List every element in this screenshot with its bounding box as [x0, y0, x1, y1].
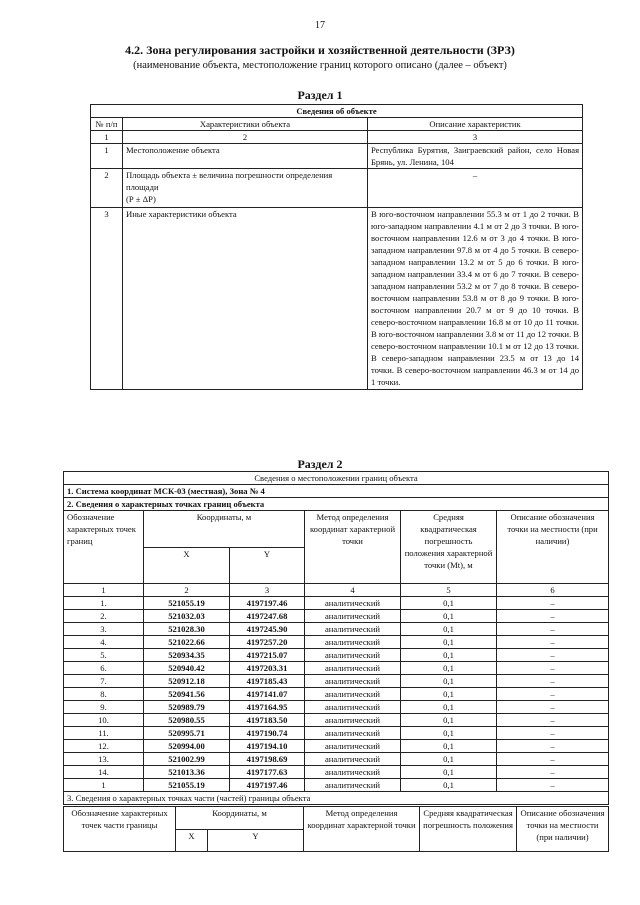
point-desc-cell: – [497, 649, 609, 662]
point-y-cell: 4197177.63 [230, 766, 305, 779]
point-y-cell: 4197164.95 [230, 701, 305, 714]
point-mt-cell: 0,1 [401, 753, 497, 766]
col-number: 1 [64, 584, 144, 597]
point-id-cell: 2. [64, 610, 144, 623]
col-number: 5 [401, 584, 497, 597]
point-x-cell: 521055.19 [144, 779, 230, 792]
point-mt-cell: 0,1 [401, 766, 497, 779]
point-id-cell: 13. [64, 753, 144, 766]
table-row [64, 701, 609, 714]
point-mt-cell: 0,1 [401, 636, 497, 649]
col-header: Характеристики объекта [123, 118, 368, 131]
section1-title: Раздел 1 [297, 88, 343, 102]
point-x-cell: 521002.99 [144, 753, 230, 766]
row-name: Иные характеристики объекта [123, 208, 368, 390]
part-col-header-desc: Описание обозначения точки на местности (при наличии) [517, 807, 609, 852]
page-subheading: (наименование объекта, местоположение границ которого описано (далее – объект) [133, 60, 507, 71]
page-number: 17 [315, 20, 325, 31]
point-mt-cell: 0,1 [401, 688, 497, 701]
point-x-cell: 521022.66 [144, 636, 230, 649]
table-row [64, 649, 609, 662]
point-mt-cell: 0,1 [401, 740, 497, 753]
boundary-points-table [63, 471, 609, 805]
point-y-cell: 4197190.74 [230, 727, 305, 740]
point-desc-cell: – [497, 688, 609, 701]
object-info-table [90, 104, 583, 390]
point-y-cell: 4197247.68 [230, 610, 305, 623]
table-row [91, 169, 583, 208]
table-row [64, 636, 609, 649]
table-row [64, 727, 609, 740]
point-x-cell: 520941.56 [144, 688, 230, 701]
point-id-cell: 8. [64, 688, 144, 701]
table-row [64, 753, 609, 766]
row-number: 3 [91, 208, 123, 390]
point-y-cell: 4197215.07 [230, 649, 305, 662]
point-method-cell: аналитический [305, 753, 401, 766]
part-col-header-x: X [176, 829, 208, 852]
table-title: Сведения об объекте [91, 105, 583, 118]
point-mt-cell: 0,1 [401, 779, 497, 792]
point-desc-cell: – [497, 623, 609, 636]
point-desc-cell: – [497, 701, 609, 714]
point-method-cell: аналитический [305, 610, 401, 623]
point-desc-cell: – [497, 727, 609, 740]
col-number: 2 [123, 131, 368, 144]
point-desc-cell: – [497, 636, 609, 649]
point-method-cell: аналитический [305, 714, 401, 727]
table-row [91, 208, 583, 390]
table-row [64, 779, 609, 792]
section2-title: Раздел 2 [297, 457, 343, 471]
point-method-cell: аналитический [305, 675, 401, 688]
part-col-header-method: Метод определения координат характерной точки [304, 807, 420, 852]
point-desc-cell: – [497, 740, 609, 753]
point-mt-cell: 0,1 [401, 727, 497, 740]
table-row [64, 740, 609, 753]
point-method-cell: аналитический [305, 727, 401, 740]
point-y-cell: 4197194.10 [230, 740, 305, 753]
part-col-header-coords: Координаты, м [176, 807, 304, 830]
point-x-cell: 521013.36 [144, 766, 230, 779]
point-x-cell: 520912.18 [144, 675, 230, 688]
point-id-cell: 3. [64, 623, 144, 636]
col-header: № п/п [91, 118, 123, 131]
point-y-cell: 4197141.07 [230, 688, 305, 701]
part-col-header-error: Средняя квадратическая погрешность положения [420, 807, 517, 852]
col-header-method: Метод определения координат характерной точки [305, 511, 401, 584]
point-x-cell: 520989.79 [144, 701, 230, 714]
point-y-cell: 4197257.20 [230, 636, 305, 649]
point-method-cell: аналитический [305, 636, 401, 649]
col-header-point: Обозначение характерных точек границ [64, 511, 144, 584]
points-info-line: 2. Сведения о характерных точках границ объекта [64, 498, 609, 511]
page-heading: 4.2. Зона регулирования застройки и хозяйственной деятельности (ЗРЗ) [125, 43, 515, 57]
row-number: 2 [91, 169, 123, 208]
col-header: Описание характеристик [368, 118, 583, 131]
point-id-cell: 6. [64, 662, 144, 675]
point-method-cell: аналитический [305, 740, 401, 753]
col-header-desc: Описание обозначения точки на местности (при наличии) [497, 511, 609, 584]
point-y-cell: 4197203.31 [230, 662, 305, 675]
col-number: 6 [497, 584, 609, 597]
row-value: – [368, 169, 583, 208]
table-row [64, 610, 609, 623]
point-id-cell: 14. [64, 766, 144, 779]
col-header-coords: Координаты, м [144, 511, 305, 548]
point-y-cell: 4197245.90 [230, 623, 305, 636]
row-name: Площадь объекта ± величина погрешности определения площади (Р ± ΔР) [123, 169, 368, 208]
point-x-cell: 520994.00 [144, 740, 230, 753]
point-desc-cell: – [497, 714, 609, 727]
point-method-cell: аналитический [305, 688, 401, 701]
point-id-cell: 10. [64, 714, 144, 727]
point-y-cell: 4197197.46 [230, 779, 305, 792]
col-number: 4 [305, 584, 401, 597]
col-header-y: Y [230, 547, 305, 584]
point-mt-cell: 0,1 [401, 662, 497, 675]
col-number: 2 [144, 584, 230, 597]
point-desc-cell: – [497, 675, 609, 688]
point-id-cell: 7. [64, 675, 144, 688]
point-id-cell: 11. [64, 727, 144, 740]
point-x-cell: 521028.30 [144, 623, 230, 636]
point-mt-cell: 0,1 [401, 610, 497, 623]
point-id-cell: 12. [64, 740, 144, 753]
point-method-cell: аналитический [305, 597, 401, 610]
point-x-cell: 520940.42 [144, 662, 230, 675]
row-value: Республика Бурятия, Заиграевский район, село Новая Брянь, ул. Ленина, 104 [368, 144, 583, 169]
point-mt-cell: 0,1 [401, 714, 497, 727]
point-mt-cell: 0,1 [401, 597, 497, 610]
point-x-cell: 520995.71 [144, 727, 230, 740]
point-desc-cell: – [497, 766, 609, 779]
table-row [64, 714, 609, 727]
point-mt-cell: 0,1 [401, 649, 497, 662]
point-method-cell: аналитический [305, 701, 401, 714]
point-id-cell: 9. [64, 701, 144, 714]
part-col-header-y: Y [208, 829, 304, 852]
point-method-cell: аналитический [305, 649, 401, 662]
point-y-cell: 4197197.46 [230, 597, 305, 610]
coordinate-system-line: 1. Система координат МСК-03 (местная), Зона № 4 [64, 485, 609, 498]
table-row [64, 766, 609, 779]
point-x-cell: 520980.55 [144, 714, 230, 727]
point-desc-cell: – [497, 662, 609, 675]
point-desc-cell: – [497, 779, 609, 792]
point-y-cell: 4197185.43 [230, 675, 305, 688]
table-row [64, 597, 609, 610]
part-info-line: 3. Сведения о характерных точках части (частей) границы объекта [64, 792, 609, 805]
table-row [64, 688, 609, 701]
point-id-cell: 1 [64, 779, 144, 792]
point-x-cell: 520934.35 [144, 649, 230, 662]
part-col-header-point: Обозначение характерных точек части границы [64, 807, 176, 852]
point-desc-cell: – [497, 597, 609, 610]
point-method-cell: аналитический [305, 662, 401, 675]
col-number: 3 [368, 131, 583, 144]
table-row [91, 144, 583, 169]
point-id-cell: 5. [64, 649, 144, 662]
point-desc-cell: – [497, 753, 609, 766]
table-row [64, 662, 609, 675]
point-x-cell: 521032.03 [144, 610, 230, 623]
point-y-cell: 4197183.50 [230, 714, 305, 727]
point-method-cell: аналитический [305, 779, 401, 792]
part-points-table [63, 806, 609, 852]
point-x-cell: 521055.19 [144, 597, 230, 610]
point-mt-cell: 0,1 [401, 623, 497, 636]
point-mt-cell: 0,1 [401, 701, 497, 714]
col-header-error: Средняя квадратическая погрешность положения характерной точки (Mt), м [401, 511, 497, 584]
point-id-cell: 4. [64, 636, 144, 649]
col-number: 3 [230, 584, 305, 597]
point-desc-cell: – [497, 610, 609, 623]
table-title: Сведения о местоположении границ объекта [64, 472, 609, 485]
col-header-x: X [144, 547, 230, 584]
row-number: 1 [91, 144, 123, 169]
point-y-cell: 4197198.69 [230, 753, 305, 766]
table-row [64, 623, 609, 636]
point-id-cell: 1. [64, 597, 144, 610]
point-method-cell: аналитический [305, 623, 401, 636]
point-mt-cell: 0,1 [401, 675, 497, 688]
row-name: Местоположение объекта [123, 144, 368, 169]
table-row [64, 675, 609, 688]
row-value: В юго-восточном направлении 55.3 м от 1 до 2 точки. В юго-западном направлении 4.1 м от 2 до 3 точки. В юго-восточном направлении 12.6 м от 3 до 4 точки. В юго-западном направлении 97.8 м от 4 до 5 точки. В северо-западном направлении 13.2 м от 5 до 6 точки. В юго-западном направлении 33.4 м от 6 до 7 точки. В северо-западном направлении 53.2 м от 7 до 8 точки. В северо-восточном направлении 53.8 м от 8 до 9 точки. В юго-восточном направлении 20.7 м от 9 до 10 точки. В северо-восточном направлении 16.8 м от 10 до 11 точки. В юго-восточном направлении 3.8 м от 11 до 12 точки. В северо-восточном направлении 10.1 м от 12 до 13 точки. В северо-западном направлении 23.5 м от 13 до 14 точки. В северо-восточном направлении 46.3 м от 14 до 1 точки. [368, 208, 583, 390]
col-number: 1 [91, 131, 123, 144]
point-method-cell: аналитический [305, 766, 401, 779]
